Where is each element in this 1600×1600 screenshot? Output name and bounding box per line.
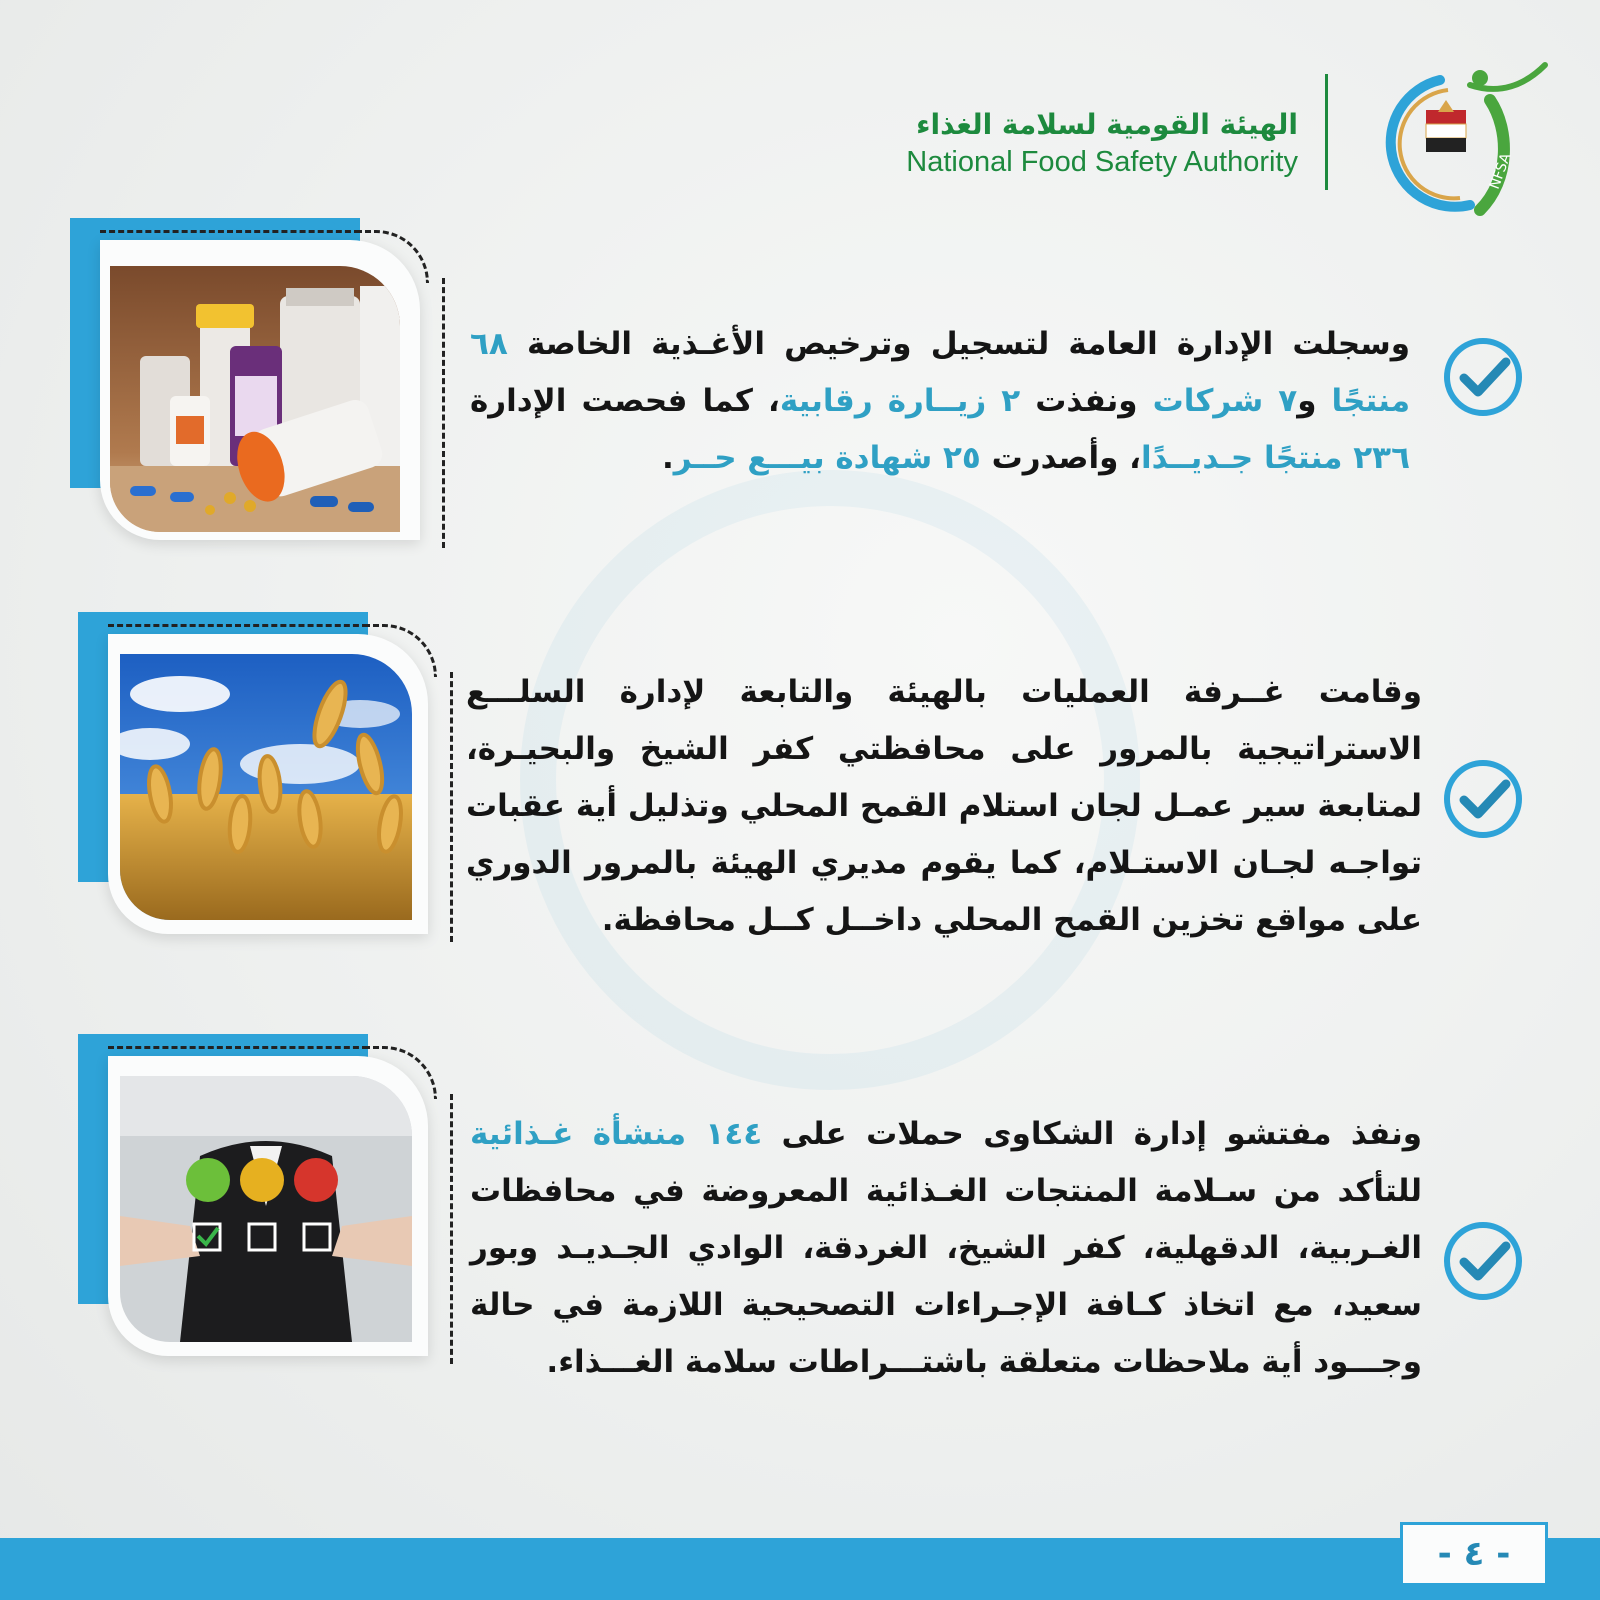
page-number: - ٤ - <box>1437 1534 1511 1574</box>
page-number-box <box>1400 1522 1548 1586</box>
p2-seg-0: وقامت غــرفة العمليات بالهيئة والتابعة لإدارة السلـــع الاستراتيجية بالمرور على محافظتي كفر الشيخ والبحيـرة، لمتابعة سير عمـل لجان استلام القمح المحلي وتذليل أية عقبات تواجـه لجـان الاستـلام، كما يقوم مديري الهيئة بالمرور الدوري على مواقع تخزين القمح المحلي داخــل كــل محافظة. <box>466 674 1422 938</box>
feedback-survey-photo <box>120 1076 412 1342</box>
footer-bar <box>0 1538 1600 1600</box>
check-icon <box>1442 758 1524 840</box>
p1-seg-3: ٧ شركات <box>1152 383 1298 419</box>
paragraph-1 <box>470 316 1410 487</box>
p3-seg-1: ١٤٤ منشأة غـذائية <box>470 1116 763 1152</box>
nfsa-logo <box>1360 60 1560 220</box>
brand-name-arabic: الهيئة القومية لسلامة الغذاء <box>916 108 1298 141</box>
paragraph-2 <box>466 664 1422 949</box>
p1-seg-9: ٢٥ شهادة بيـــع حــر <box>673 440 981 476</box>
image-card-2 <box>78 612 458 952</box>
p1-seg-0: وسجلت الإدارة العامة لتسجيل وترخيص الأغـذية الخاصة <box>507 326 1410 362</box>
brand-divider <box>1325 74 1328 190</box>
medicine-bottles-photo <box>110 266 400 532</box>
p1-seg-1: ٦٨ منتجًا <box>470 326 1411 419</box>
p1-seg-7: ٢٣٦ منتجًا جـديــدًا <box>1140 440 1410 476</box>
p3-seg-2: للتأكد من سـلامة المنتجات الغـذائية المعروضة في محافظات الغـربية، الدقهلية، كفر الشيخ، الغردقة، الوادي الجـديـد وبور سعيد، مع اتخاذ كـافة الإجـراءات التصحيحية اللازمة في حالة وجـــود أية ملاحظات متعلقة باشتـــراطات سلامة الغـــذاء. <box>470 1173 1422 1380</box>
image-card-3 <box>78 1034 458 1374</box>
wheat-field-photo <box>120 654 412 920</box>
p1-seg-4: ونفذت <box>1020 383 1153 419</box>
p1-seg-10: . <box>661 440 674 476</box>
logo-mark-text: NFSA <box>1486 151 1515 192</box>
p3-seg-0: ونفذ مفتشو إدارة الشكاوى حملات على <box>762 1116 1422 1152</box>
p1-seg-6: ، كما فحصت الإدارة <box>470 383 780 419</box>
brand-name-english: National Food Safety Authority <box>906 146 1298 178</box>
p1-seg-5: ٢ زيــارة رقابية <box>779 383 1021 419</box>
p1-seg-8: ، وأصدرت <box>980 440 1141 476</box>
header <box>840 60 1560 230</box>
check-icon <box>1442 1220 1524 1302</box>
check-icon <box>1442 336 1524 418</box>
image-card-1 <box>70 218 450 558</box>
paragraph-3 <box>470 1106 1422 1391</box>
p1-seg-2: و <box>1297 383 1332 419</box>
